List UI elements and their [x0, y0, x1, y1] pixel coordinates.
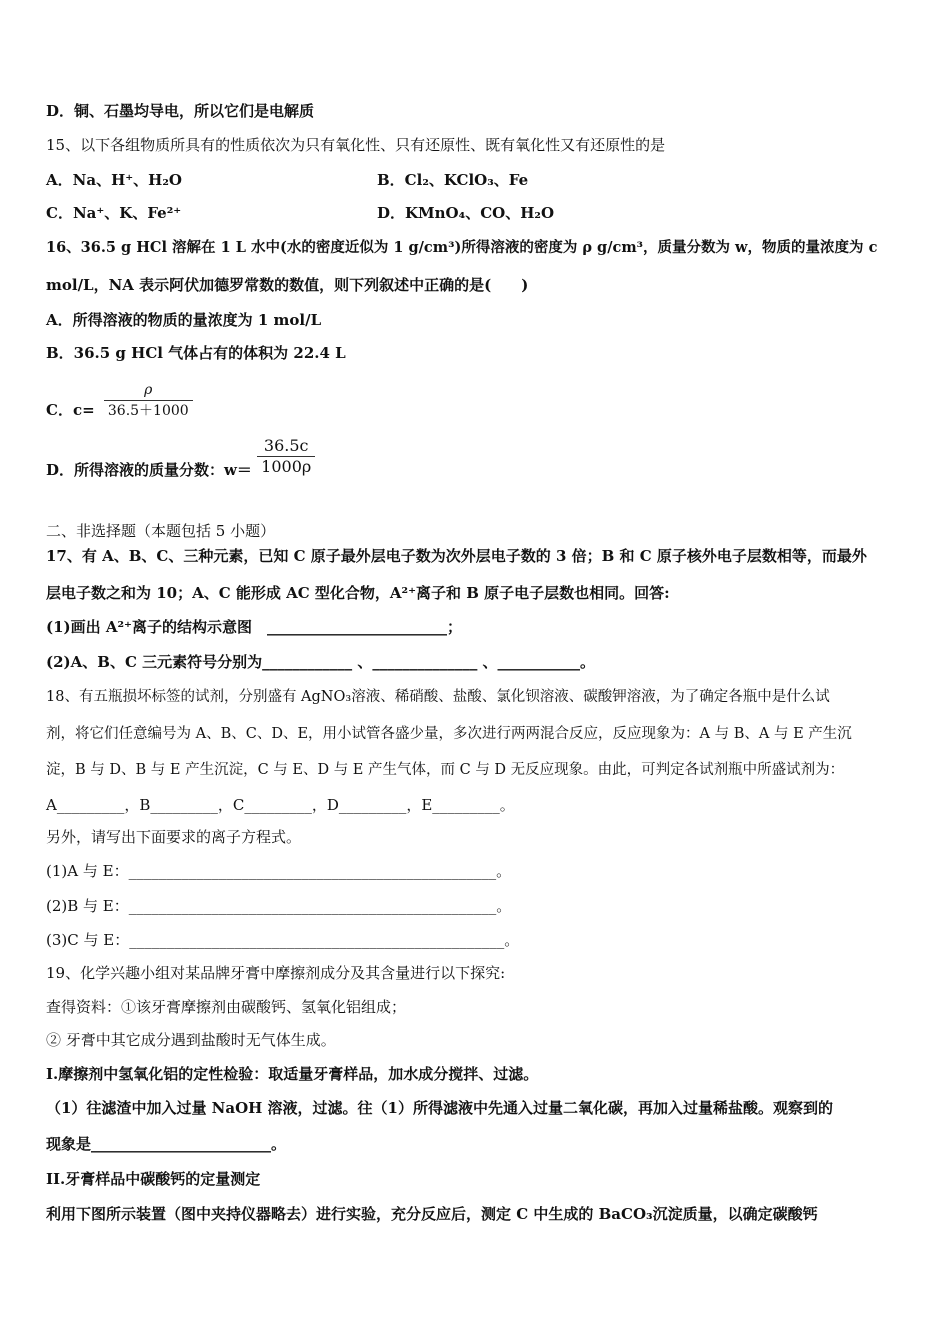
- q19-part-ii: II.牙膏样品中碳酸钙的定量测定: [46, 1170, 261, 1188]
- q18-equation-2: (2)B 与 E：_________________________________________________。: [46, 897, 512, 915]
- q16-option-a: A．所得溶液的物质的量浓度为 1 mol/L: [46, 311, 322, 329]
- q16-option-d-numerator: 36.5c: [257, 436, 315, 457]
- q15-stem: 15、以下各组物质所具有的性质依次为只有氧化性、只有还原性、既有氧化性又有还原性的是: [46, 136, 666, 154]
- q19-part-i: I.摩擦剂中氢氧化铝的定性检验：取适量牙膏样品，加水成分搅拌、过滤。: [46, 1065, 539, 1083]
- q19-info-2: ② 牙膏中其它成分遇到盐酸时无气体生成。: [46, 1031, 336, 1049]
- q16-stem-line1: 16、36.5 g HCl 溶解在 1 L 水中(水的密度近似为 1 g/cm³)所得溶液的密度为 ρ g/cm³，质量分数为 w，物质的量浓度为 c: [46, 239, 878, 256]
- q18-equation-3: (3)C 与 E：__________________________________________________。: [46, 931, 520, 949]
- q19-part-i-q1-line1: （1）往滤渣中加入过量 NaOH 溶液，过滤。往（1）所得滤液中先通入过量二氧化碳，再加入过量稀盐酸。观察到的: [46, 1099, 833, 1117]
- q16-stem-line2: mol/L，NA 表示阿伏加德罗常数的数值，则下列叙述中正确的是( ): [46, 276, 529, 294]
- q15-option-c: C．Na⁺、K、Fe²⁺: [46, 204, 182, 222]
- q15-option-b: B．Cl₂、KClO₃、Fe: [377, 171, 529, 189]
- q17-stem-line1: 17、有 A、B、C、三种元素，已知 C 原子最外层电子数为次外层电子数的 3 倍；B 和 C 原子核外电子层数相等，而最外: [46, 547, 867, 565]
- q15-option-a: A．Na、H⁺、H₂O: [46, 171, 182, 189]
- q18-stem-line2: 剂，将它们任意编号为 A、B、C、D、E，用小试管各盛少量，多次进行两两混合反应，反应现象为：A 与 B、A 与 E 产生沉: [46, 726, 852, 742]
- q16-option-d: [46, 436, 906, 486]
- q16-option-c-fraction: [104, 380, 193, 421]
- q18-blanks: A_________，B_________，C_________，D_________，E_________。: [46, 796, 515, 814]
- q19-part-ii-text: 利用下图所示装置（图中夹持仪器略去）进行实验，充分反应后，测定 C 中生成的 BaCO₃沉淀质量，以确定碳酸钙: [46, 1205, 818, 1223]
- q15-option-d: D．KMnO₄、CO、H₂O: [377, 204, 555, 222]
- q17-part2: (2)A、B、C 三元素符号分别为____________ 、______________ 、___________。: [46, 653, 596, 671]
- q17-stem-line2: 层电子数之和为 10；A、C 能形成 AC 型化合物，A²⁺离子和 B 原子电子层数也相同。回答:: [46, 584, 670, 602]
- q17-part1: (1)画出 A²⁺离子的结构示意图 ________________________；: [46, 618, 462, 636]
- q18-stem-line3: 淀，B 与 D、B 与 E 产生沉淀，C 与 E、D 与 E 产生气体，而 C 与 D 无反应现象。由此，可判定各试剂瓶中所盛试剂为：: [46, 762, 845, 778]
- q16-option-b: B．36.5 g HCl 气体占有的体积为 22.4 L: [46, 344, 346, 362]
- q19-stem: 19、化学兴趣小组对某品牌牙膏中摩擦剂成分及其含量进行以下探究:: [46, 964, 506, 982]
- q16-option-d-denominator: 1000ρ: [261, 457, 312, 476]
- q18-equation-1: (1)A 与 E：_________________________________________________。: [46, 862, 512, 880]
- q19-info-1: 查得资料：①该牙膏摩擦剂由碳酸钙、氢氧化铝组成；: [46, 998, 407, 1016]
- q18-extra: 另外，请写出下面要求的离子方程式。: [46, 828, 302, 846]
- section-title: 二、非选择题（本题包括 5 小题）: [46, 522, 276, 540]
- q14-option-d: D．铜、石墨均导电，所以它们是电解质: [46, 102, 315, 120]
- q16-option-c: [46, 380, 906, 424]
- q16-option-c-numerator: ρ: [104, 380, 193, 401]
- q18-stem-line1: 18、有五瓶损坏标签的试剂，分别盛有 AgNO₃溶液、稀硝酸、盐酸、氯化钡溶液、碳酸钾溶液，为了确定各瓶中是什么试: [46, 689, 830, 705]
- q16-option-c-label: C．c=: [46, 400, 95, 419]
- q16-option-c-denominator: 36.5＋1000: [107, 403, 189, 419]
- q19-part-i-q1-line2: 现象是________________________。: [46, 1135, 287, 1153]
- q16-option-d-label: D．所得溶液的质量分数：w＝: [46, 460, 252, 479]
- q16-option-d-fraction: [257, 436, 315, 477]
